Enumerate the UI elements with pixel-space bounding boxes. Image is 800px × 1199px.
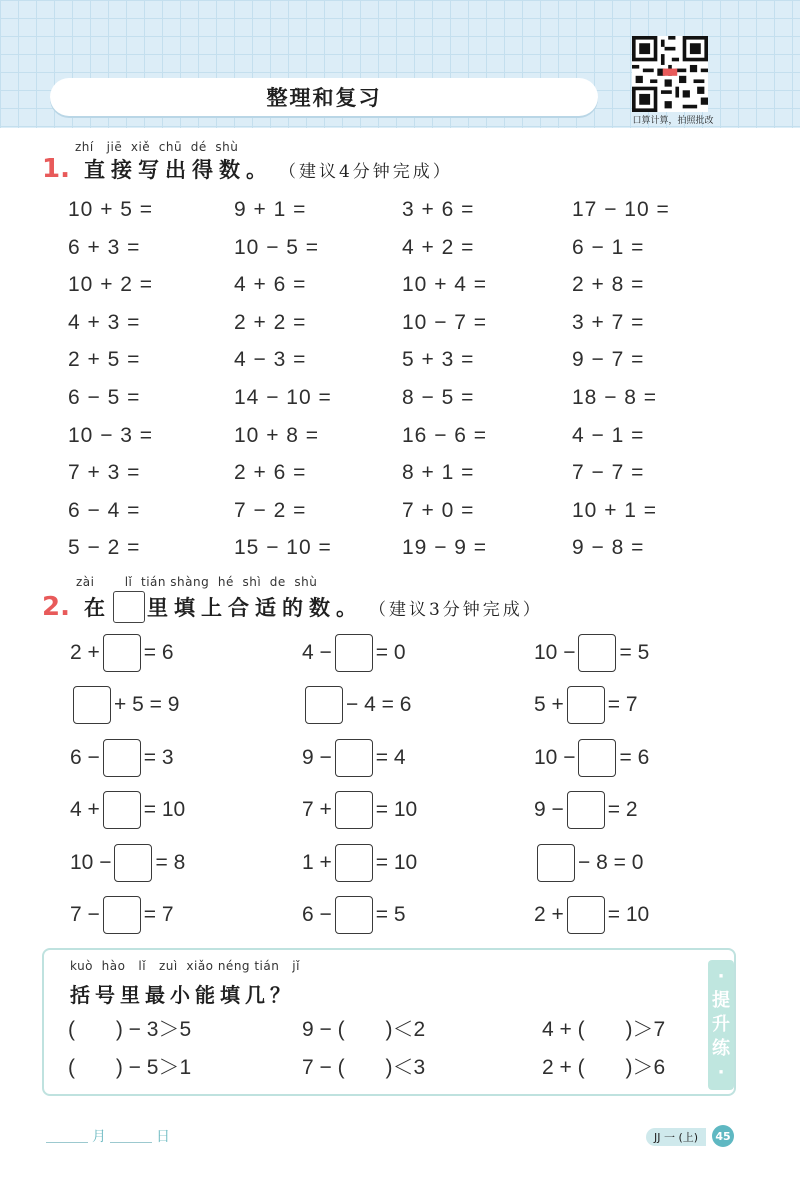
equation[interactable]: 10 + 4 = [402,273,488,297]
fill-in-equation [70,683,302,727]
fill-in-equation [534,736,770,780]
section1-note: （建议4分钟完成） [278,162,453,182]
fill-in-equation [70,631,302,675]
fill-in-equation [534,893,770,937]
equation[interactable]: 10 + 5 = [68,198,154,221]
section2-heading [42,591,543,623]
equation-suffix: = 10 [143,798,186,822]
section3-grid [68,1012,718,1088]
equation-suffix: = 6 [143,641,174,664]
equation-suffix: = 3 [143,745,174,769]
tab-char: 练 [712,1038,730,1059]
answer-box[interactable] [335,634,373,672]
fill-in-equation [302,736,534,780]
equation[interactable]: 9 − 8 = [572,536,645,560]
fill-in-equation [302,631,534,675]
answer-box[interactable] [103,634,141,672]
equation-prefix: 9 − [534,798,564,822]
fill-in-equation [534,631,770,675]
equation-prefix: 10 − [534,745,576,769]
tab-char: 升 [712,1014,730,1035]
equation[interactable]: 4 + 6 = [234,273,307,297]
equation-suffix: = 7 [607,693,638,717]
title-bar [50,78,598,116]
page-title: 整理和复习 [266,86,382,110]
equation[interactable]: 6 − 4 = [68,498,141,522]
equation-prefix: 2 + [534,902,564,926]
equation[interactable]: 4 − 1 = [572,423,645,447]
equation[interactable]: 4 + 3 = [68,310,141,334]
equation[interactable]: 14 − 10 = [234,385,332,409]
fill-in-equation [70,736,302,780]
answer-box[interactable] [103,896,141,934]
qr-caption: 口算计算，拍照批改 [632,116,714,126]
equation-prefix: 4 − [302,641,332,664]
equation-suffix: = 2 [607,798,638,822]
equation-prefix: 2 + [70,641,100,664]
equation[interactable]: 16 − 6 = [402,423,488,447]
section2-title-post: 里填上合适的数。 [146,596,363,620]
fill-in-equation [534,841,770,885]
fill-in-equation [302,683,534,727]
answer-box[interactable] [335,844,373,882]
equation[interactable]: 4 − 3 = [234,348,307,372]
equation[interactable]: 2 + 6 = [234,461,307,485]
day-label: 日 [156,1129,170,1145]
answer-box[interactable] [335,791,373,829]
equation-suffix: = 10 [607,902,650,926]
section2-number: 2. [42,592,70,622]
answer-box[interactable] [305,686,343,724]
equation[interactable]: 10 − 7 = [402,310,488,334]
equation[interactable]: 17 − 10 = [572,198,670,221]
answer-box[interactable] [103,739,141,777]
equation-suffix: = 7 [143,902,174,926]
equation[interactable]: 18 − 8 = [572,385,658,409]
equation-prefix: 9 − [302,745,332,769]
section2-note: （建议3分钟完成） [368,599,543,620]
inequality[interactable]: 4 + ( )＞7 [542,1018,666,1041]
equation[interactable]: 8 − 5 = [402,385,475,409]
equation-prefix: 10 − [70,850,112,874]
tab-char: · [717,1062,725,1083]
equation-suffix: = 6 [619,745,650,769]
fill-in-equation [302,893,534,937]
month-label: 月 [92,1129,106,1145]
section2-pinyin: zài lǐ tián shàng hé shì de shù [76,575,318,589]
inequality[interactable]: ( ) − 3＞5 [68,1018,192,1041]
answer-box[interactable] [114,844,152,882]
equation-prefix: 7 − [70,902,100,926]
fill-in-equation [70,788,302,832]
equation[interactable]: 19 − 9 = [402,536,488,560]
equation[interactable]: 10 − 5 = [234,235,320,259]
equation[interactable]: 10 + 2 = [68,273,154,297]
inequality[interactable]: 2 + ( )＞6 [542,1056,666,1079]
equation[interactable]: 10 + 8 = [234,423,320,447]
inequality[interactable]: 7 − ( )＜3 [302,1056,426,1079]
equation-suffix: + 5 = 9 [114,693,180,717]
equation-prefix: 7 + [302,798,332,822]
equation[interactable]: 7 + 3 = [68,461,141,485]
section3-title: 括号里最小能填几？ [70,983,295,1007]
equation[interactable]: 15 − 10 = [234,536,332,560]
equation-suffix: = 0 [375,641,406,664]
section1-title: 直接写出得数。 [83,158,273,182]
equation-suffix: = 5 [619,641,650,664]
section1-number: 1. [42,154,70,184]
equation-suffix: = 10 [375,850,418,874]
fill-in-equation [302,788,534,832]
edition-code: JJ 一 (上) [646,1128,706,1146]
equation[interactable]: 4 + 2 = [402,235,475,259]
section1-heading [42,154,453,184]
equation[interactable]: 7 + 0 = [402,498,475,522]
page-number: 45 [712,1125,734,1147]
equation-suffix: − 8 = 0 [578,850,644,874]
tab-char: 提 [712,990,730,1011]
fill-in-equation [534,788,770,832]
section1-grid [68,192,768,568]
fill-in-equation [70,841,302,885]
equation[interactable]: 3 + 7 = [572,310,645,334]
equation[interactable]: 6 − 1 = [572,235,645,259]
fill-in-equation [70,893,302,937]
equation-suffix: = 5 [375,902,406,926]
inequality[interactable]: ( ) − 5＞1 [68,1056,192,1079]
equation[interactable]: 6 − 5 = [68,385,141,409]
date-field [42,1126,170,1146]
equation[interactable]: 7 − 2 = [234,498,307,522]
equation-prefix: 6 − [70,745,100,769]
fill-in-equation [534,683,770,727]
section2-grid [70,631,770,945]
equation[interactable]: 7 − 7 = [572,461,645,485]
equation-prefix: 1 + [302,850,332,874]
equation-prefix: 4 + [70,798,100,822]
equation-prefix: 6 − [302,902,332,926]
answer-box[interactable] [567,686,605,724]
equation[interactable]: 2 + 8 = [572,273,645,297]
equation-suffix: = 4 [375,745,406,769]
equation[interactable]: 2 + 2 = [234,310,307,334]
equation[interactable]: 3 + 6 = [402,198,475,221]
section3-pinyin: kuò hào lǐ zuì xiǎo néng tián jǐ [70,959,300,973]
equation[interactable]: 9 + 1 = [234,198,307,221]
inequality[interactable]: 9 − ( )＜2 [302,1018,426,1041]
equation-suffix: = 10 [375,798,418,822]
answer-box[interactable] [103,791,141,829]
fill-in-equation [302,841,534,885]
equation[interactable]: 5 + 3 = [402,348,475,372]
answer-box-icon [113,591,145,623]
equation-prefix: 10 − [534,641,576,664]
month-blank[interactable] [46,1130,88,1143]
answer-box[interactable] [567,791,605,829]
tab-char: · [717,966,725,987]
equation[interactable]: 9 − 7 = [572,348,645,372]
qr-code-icon[interactable] [632,36,708,112]
equation-suffix: = 8 [155,850,186,874]
answer-box[interactable] [73,686,111,724]
day-blank[interactable] [110,1130,152,1143]
section1-pinyin: zhí jiē xiě chū dé shù [75,140,239,154]
equation[interactable]: 10 − 3 = [68,423,154,447]
section2-title-pre: 在 [83,596,111,620]
equation[interactable]: 5 − 2 = [68,536,141,560]
answer-box[interactable] [335,739,373,777]
answer-box[interactable] [567,896,605,934]
answer-box[interactable] [578,739,616,777]
answer-box[interactable] [578,634,616,672]
equation[interactable]: 10 + 1 = [572,498,658,522]
answer-box[interactable] [335,896,373,934]
equation-suffix: − 4 = 6 [346,693,412,717]
equation-prefix: 5 + [534,693,564,717]
equation[interactable]: 8 + 1 = [402,461,475,485]
answer-box[interactable] [537,844,575,882]
equation[interactable]: 2 + 5 = [68,348,141,372]
equation[interactable]: 6 + 3 = [68,235,141,259]
